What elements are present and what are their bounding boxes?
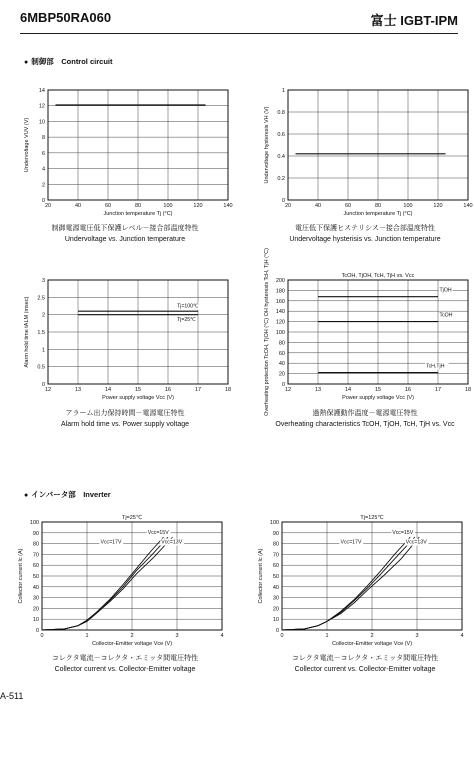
y-tick-label: 30 bbox=[32, 595, 39, 602]
y-tick-label: 0 bbox=[41, 198, 45, 204]
y-tick-label: 0.2 bbox=[277, 176, 285, 182]
x-tick-label: 4 bbox=[220, 633, 224, 639]
chart-header-note: Tj=25℃ bbox=[121, 515, 143, 521]
caption-en: Collector current vs. Collector-Emitter voltage bbox=[54, 666, 196, 673]
y-tick-label: 12 bbox=[38, 103, 45, 110]
caption-en: Overheating characteristics TcOH, TjOH, TcH, TjH vs. Vcc bbox=[275, 421, 455, 428]
y-tick-label: 120 bbox=[275, 319, 285, 326]
model-number: 6MBP50RA060 bbox=[20, 10, 112, 25]
y-tick-label: 0 bbox=[275, 628, 279, 634]
caption-jp: コレクタ電流－コレクタ・エミッタ間電圧特性 bbox=[51, 655, 199, 662]
x-tick-label: 2 bbox=[130, 633, 134, 639]
y-tick-label: 4 bbox=[41, 166, 45, 173]
x-tick-label: 15 bbox=[374, 387, 382, 393]
y-tick-label: 0.6 bbox=[277, 132, 285, 138]
series-label: TjOH bbox=[439, 287, 452, 294]
x-tick-label: 13 bbox=[314, 387, 322, 393]
y-tick-label: 0 bbox=[41, 382, 45, 388]
page-number: A-511 bbox=[0, 691, 24, 701]
y-tick-label: 100 bbox=[269, 520, 279, 526]
y-tick-label: 20 bbox=[278, 371, 285, 378]
y-tick-label: 20 bbox=[272, 606, 279, 613]
x-tick-label: 1 bbox=[325, 633, 329, 639]
y-tick-label: 90 bbox=[32, 530, 39, 537]
y-tick-label: 0.8 bbox=[277, 110, 285, 116]
y-tick-label: 60 bbox=[278, 350, 285, 357]
series-label: Tj=100℃ bbox=[177, 303, 199, 310]
series-label: Vcc=17V bbox=[340, 539, 362, 546]
y-tick-label: 70 bbox=[272, 552, 279, 559]
x-tick-label: 16 bbox=[404, 387, 412, 393]
caption-en: Undervoltage hysterisis vs. Junction temperature bbox=[289, 236, 441, 243]
y-tick-label: 10 bbox=[38, 119, 45, 126]
caption-jp: 電圧低下保護ヒステリシス－接合部温度特性 bbox=[295, 225, 435, 232]
series-line-vcc-15v bbox=[42, 537, 168, 630]
x-tick-label: 40 bbox=[314, 203, 322, 209]
y-axis-label: Alarm hold time tALM (msec) bbox=[24, 296, 30, 368]
chart-alarm-hold-time bbox=[10, 268, 240, 403]
caption-en: Collector current vs. Collector-Emitter voltage bbox=[294, 666, 436, 673]
y-tick-label: 0 bbox=[35, 628, 39, 634]
x-tick-label: 12 bbox=[44, 387, 52, 393]
x-tick-label: 15 bbox=[134, 387, 142, 393]
x-tick-label: 4 bbox=[460, 633, 464, 639]
x-tick-label: 3 bbox=[175, 633, 179, 639]
x-tick-label: 80 bbox=[374, 203, 382, 209]
header-rule bbox=[20, 33, 458, 34]
y-tick-label: 0.4 bbox=[277, 154, 285, 160]
y-tick-label: 2 bbox=[41, 182, 45, 189]
x-axis-label: Power supply voltage Vcc (V) bbox=[342, 395, 414, 401]
x-tick-label: 60 bbox=[344, 203, 352, 209]
y-tick-label: 100 bbox=[275, 330, 285, 336]
bullet-icon: ● bbox=[24, 59, 29, 66]
caption-hysteresis bbox=[250, 223, 474, 245]
y-tick-label: 80 bbox=[278, 340, 285, 347]
x-tick-label: 140 bbox=[223, 203, 233, 209]
x-tick-label: 17 bbox=[194, 387, 202, 393]
y-tick-label: 80 bbox=[32, 541, 39, 548]
y-tick-label: 3 bbox=[41, 278, 45, 284]
series-line-vcc-13v bbox=[42, 537, 173, 630]
y-axis-label: Undervoltage hysteresis VH (V) bbox=[264, 106, 270, 184]
y-tick-label: 10 bbox=[32, 617, 39, 624]
caption-en: Alarm hold time vs. Power supply voltage bbox=[61, 421, 189, 428]
y-tick-label: 50 bbox=[272, 574, 279, 580]
x-axis-label: Collector-Emitter voltage Vce (V) bbox=[91, 641, 173, 647]
x-tick-label: 140 bbox=[463, 203, 473, 209]
x-tick-label: 120 bbox=[193, 203, 203, 209]
series-label: Vcc=17V bbox=[100, 539, 122, 546]
y-tick-label: 90 bbox=[272, 530, 279, 537]
y-tick-label: 160 bbox=[275, 298, 285, 305]
caption-en: Undervoltage vs. Junction temperature bbox=[64, 236, 186, 243]
section-inverter bbox=[24, 489, 111, 500]
x-tick-label: 18 bbox=[224, 387, 232, 393]
y-tick-label: 60 bbox=[32, 563, 39, 570]
series-line-vcc-17v bbox=[282, 537, 410, 630]
x-tick-label: 17 bbox=[434, 387, 442, 393]
chart-header-note: Tj=125℃ bbox=[360, 515, 384, 521]
x-tick-label: 1 bbox=[85, 633, 89, 639]
series-label: Vcc=13V bbox=[405, 539, 427, 546]
caption-ic-25 bbox=[10, 653, 240, 675]
section-control-label: 制御部 Control circuit bbox=[31, 57, 113, 66]
y-tick-label: 20 bbox=[32, 606, 39, 613]
y-tick-label: 40 bbox=[32, 584, 39, 591]
y-tick-label: 0 bbox=[281, 382, 285, 388]
caption-jp: 過熱保護動作温度－電源電圧特性 bbox=[312, 410, 418, 417]
section-inverter-label: インバータ部 Inverter bbox=[31, 490, 111, 499]
x-tick-label: 20 bbox=[284, 203, 292, 209]
product-title: 富士 IGBT-IPM bbox=[370, 13, 458, 28]
chart-undervoltage-hysteresis bbox=[250, 82, 474, 222]
caption-alarm bbox=[10, 408, 240, 430]
caption-jp: 制御電源電圧低下保護レベル－接合部温度特性 bbox=[51, 225, 199, 232]
y-tick-label: 100 bbox=[29, 520, 39, 526]
x-tick-label: 16 bbox=[164, 387, 172, 393]
bullet-icon: ● bbox=[24, 492, 29, 499]
chart-collector-current-125c bbox=[250, 510, 474, 648]
caption-overheating bbox=[250, 408, 474, 430]
y-tick-label: 50 bbox=[32, 574, 39, 580]
y-tick-label: 70 bbox=[32, 552, 39, 559]
x-tick-label: 100 bbox=[163, 203, 173, 209]
section-control bbox=[24, 56, 113, 67]
y-tick-label: 0 bbox=[281, 198, 285, 204]
x-tick-label: 40 bbox=[74, 203, 82, 209]
x-tick-label: 12 bbox=[284, 387, 292, 393]
y-tick-label: 10 bbox=[272, 617, 279, 624]
x-tick-label: 80 bbox=[134, 203, 142, 209]
x-tick-label: 0 bbox=[280, 633, 284, 639]
y-tick-label: 2.5 bbox=[37, 295, 45, 302]
series-label: Tj=25℃ bbox=[177, 316, 196, 323]
series-label: Vcc=15V bbox=[147, 529, 169, 536]
caption-undervoltage bbox=[10, 223, 240, 245]
x-tick-label: 0 bbox=[40, 633, 44, 639]
chart-header-note: TcOH, TjOH, TcH, TjH vs. Vcc bbox=[341, 273, 415, 279]
y-axis-label: Undervoltage VUV (V) bbox=[24, 117, 30, 173]
series-label: Vcc=13V bbox=[161, 539, 183, 546]
y-tick-label: 40 bbox=[272, 584, 279, 591]
x-tick-label: 14 bbox=[344, 387, 352, 393]
y-tick-label: 0.5 bbox=[37, 364, 45, 371]
series-label: TcH,TjH bbox=[426, 363, 445, 370]
series-line-vcc-13v bbox=[282, 537, 419, 630]
y-tick-label: 80 bbox=[272, 541, 279, 548]
series-label: TcOH bbox=[439, 312, 453, 319]
x-tick-label: 18 bbox=[464, 387, 472, 393]
y-tick-label: 200 bbox=[275, 278, 285, 284]
y-tick-label: 60 bbox=[272, 563, 279, 570]
series-line-vcc-15v bbox=[282, 537, 415, 630]
y-tick-label: 2 bbox=[41, 312, 45, 319]
y-axis-label: Collector current Ic (A) bbox=[18, 548, 24, 604]
y-tick-label: 1 bbox=[281, 88, 285, 94]
y-tick-label: 30 bbox=[272, 595, 279, 602]
series-label: Vcc=15V bbox=[392, 529, 414, 536]
y-tick-label: 8 bbox=[41, 135, 45, 142]
chart-undervoltage bbox=[10, 82, 240, 222]
y-tick-label: 40 bbox=[278, 361, 285, 368]
x-tick-label: 2 bbox=[370, 633, 374, 639]
x-tick-label: 3 bbox=[415, 633, 419, 639]
y-axis-label: Overheating protection TcOH, TjOH (°C) OH hysteresis TcH, TjH (°C) bbox=[264, 248, 270, 416]
series-line-vcc-17v bbox=[42, 537, 164, 630]
x-axis-label: Collector-Emitter voltage Vce (V) bbox=[331, 641, 413, 647]
x-tick-label: 120 bbox=[433, 203, 443, 209]
y-tick-label: 140 bbox=[275, 309, 285, 316]
y-tick-label: 1.5 bbox=[37, 330, 45, 336]
x-axis-label: Junction temperature Tj (°C) bbox=[343, 211, 413, 217]
caption-jp: アラーム出力保持時間－電源電圧特性 bbox=[65, 410, 185, 417]
x-axis-label: Junction temperature Tj (°C) bbox=[103, 211, 173, 217]
x-tick-label: 13 bbox=[74, 387, 82, 393]
y-tick-label: 14 bbox=[38, 88, 45, 94]
y-tick-label: 6 bbox=[41, 150, 45, 157]
y-axis-label: Collector current Ic (A) bbox=[258, 548, 264, 604]
x-tick-label: 60 bbox=[104, 203, 112, 209]
y-tick-label: 180 bbox=[275, 288, 285, 295]
x-tick-label: 100 bbox=[403, 203, 413, 209]
caption-jp: コレクタ電流－コレクタ・エミッタ間電圧特性 bbox=[291, 655, 439, 662]
x-tick-label: 20 bbox=[44, 203, 52, 209]
y-tick-label: 1 bbox=[41, 347, 45, 354]
x-tick-label: 14 bbox=[104, 387, 112, 393]
caption-ic-125 bbox=[250, 653, 474, 675]
chart-collector-current-25c bbox=[10, 510, 240, 648]
x-axis-label: Power supply voltage Vcc (V) bbox=[102, 395, 174, 401]
